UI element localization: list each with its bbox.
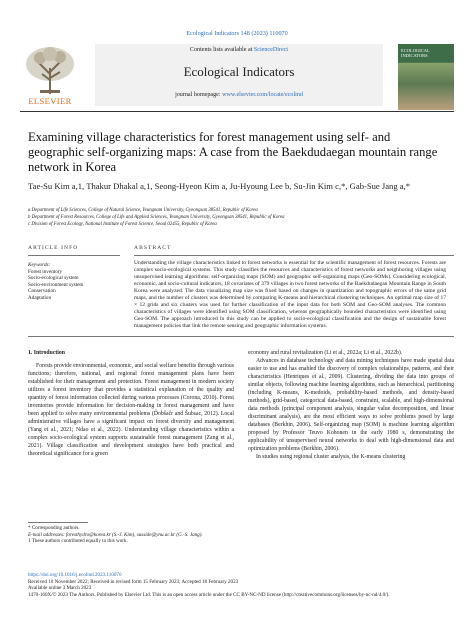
abstract-text: Understanding the village characteristics linked to forest networks is essential for the scientific management of forest resources. Forests are complex socio-ecological systems. This study classifies the resources and characteristics of forest networks and neighboring villages using unsupervised learning algorithms: self-organizing maps (SOM) and geographic self-organizing maps (Geo-SOMs). Considering ecological, economic, and socio-cultural indicators, 18 covariates of 379 villages in two forest networks of the Baekdudaegan Mountain Range in South Korea were analyzed. The data visualizing map size was fixed based on changes in quantization and topographic errors of the same grid maps, and the number of clusters was determined by comparing K-means and hierarchical clustering techniques. An optimal map size of 17 × 12 grids and six clusters was used for further classification of the input data for both SOM and Geo-SOM analyses. The common characteristics of villages were identified using SOM classification, whereas geographically bounded characteristics were identified using Geo-SOM. The approach introduced in this study can be applied to socio-ecological classification and the design of sustainable forest management policies that link the remote sensing and geographic information systems. (134, 260, 446, 329)
received-dates: Received 10 November 2022; Received in revised form 15 February 2023; Accepted 18 February 2023 (28, 578, 239, 585)
homepage-prefix: journal homepage: (175, 92, 223, 98)
equal-contribution-note: 1 These authors contributed equally to this work. (28, 538, 128, 545)
intro-paragraph-continued: economy and rural revitalization (Li et al., 2022a; Li et al., 2022b). (248, 350, 403, 356)
available-online: Available online 3 March 2023 (28, 585, 92, 592)
email-note: E-mail addresses: foresthydro@korea.kr (S.-J. Kim), susside@ynu.ac.kr (G.-S. Jang). (28, 531, 203, 538)
keywords-label: Keywords: (28, 262, 51, 268)
intro-paragraph-1: Forests provide environmental, economic, and social welfare benefits through various functions; therefore, national, and regional forest management plans have been established for their management and protection. Forest management in modern society utilizes a forest inventory that provides a statistical explanation of the quality and quantity of forest information collected during various processes (Corona, 2010). Forest inventories provide information for decision-making in forest management and have been applied to solve many environmental problems (Ďobšačr and Šubsac, 2012). Local administrative villages have a significant impact on forest diversity and management (Yang et al., 2021; Ndao et al., 2022). Understanding village characteristics within a complex socio-ecological system supports sustainable forest management (Zang et al., 2021). Village classification and development strategies have both practical and theoretical significance for a green (28, 363, 234, 457)
intro-paragraph-2: Advances in database technology and data mining techniques have made spatial data easier to use and has enabled the discovery of complex relationships, patterns, and their characteristics (Henriques et al., 2009). Clustering, dividing the data into groups of similar objects, following machine learning algorithms, such as hierarchical, partitioning (including K-means, K-medoids, probability-based methods, and density-based methods), grid-based, categorical data-based, constraint, scalable, and high-dimensional data methods (principal component analysis, singular value decomposition, and linear discriminant analysis), are the most efficient ways to solve problems posed by large databases (Berkhin, 2006). Self-organizing map (SOM) is machine learning algorithm proposed by Professor Teuvo Kohonen in the early 1980 s, demonstrating the applicability of unsupervised neural networks to deal with high-dimensional data and optimization problems (Berkhin, 2006). (248, 358, 454, 452)
affiliation-b: b Department of Forest Resources, College of Life and Applied Sciences, Yeungnam University, Gyeongsan 38541, Republic of Korea (28, 215, 285, 220)
corresponding-note: * Corresponding authors. (28, 525, 80, 531)
section-heading-introduction: 1. Introduction (28, 350, 65, 356)
abstract-bottom-rule (28, 336, 454, 337)
journal-citation[interactable]: Ecological Indicators 148 (2023) 110070 (186, 30, 288, 37)
footnote-rule (28, 522, 88, 523)
article-info-label: ARTICLE INFO (28, 245, 79, 251)
keyword-item: Socio-ecological system (28, 275, 79, 282)
journal-title: Ecological Indicators (183, 64, 295, 79)
homepage-line (95, 92, 383, 98)
contents-prefix: Contents lists available at (189, 47, 254, 53)
copyright-license: 1470-160X/© 2023 The Authors. Published by Elsevier Ltd. This is an open access article under the CC BY-NC-ND license (http://creativecommons.org/licenses/by-nc-nd/4.0/). (28, 591, 390, 598)
sciencedirect-link[interactable]: ScienceDirect (253, 47, 289, 53)
doi-link[interactable]: https://doi.org/10.1016/j.ecolind.2023.110070 (28, 572, 122, 578)
footnotes (28, 525, 454, 545)
cover-title: ECOLOGICAL INDICATORS (401, 48, 430, 58)
body-left-column (28, 349, 234, 458)
affiliation-a: a Department of Life Sciences, College of Natural Science, Yeungnam University, Gyeongsan 38541, Republic of Korea (28, 208, 258, 213)
elsevier-tree-logo (20, 44, 80, 96)
elsevier-wordmark: ELSEVIER (28, 96, 72, 106)
article-title: Examining village characteristics for forest management using self- and geographic self-organizing maps: A case from the Baekdudaegan mountain range network in Korea (28, 130, 438, 174)
keyword-item: Conservation (28, 288, 56, 295)
body-right-column (248, 349, 454, 461)
author-list: Tae-Su Kim a,1, Thakur Dhakal a,1, Seong-Hyeon Kim a, Ju-Hyoung Lee b, Su-Jin Kim c,*, Gab-Sue Jang a,* (28, 181, 411, 191)
keyword-item: Socio-environment system (28, 281, 84, 288)
article-info-rule (28, 255, 120, 256)
keywords-block (28, 262, 120, 302)
intro-paragraph-3: In studies using regional cluster analysis, the K-means clustering (256, 454, 406, 460)
homepage-link[interactable]: www.elsevier.com/locate/ecolind (222, 92, 303, 98)
contents-line (95, 47, 383, 53)
publication-info (28, 572, 458, 598)
header-rule (20, 111, 454, 112)
affiliation-c: c Division of Forest Ecology, National Institute of Forest Science, Seoul 02455, Republic of Korea (28, 222, 217, 227)
keyword-item: Adaptation (28, 294, 52, 301)
abstract-label: ABSTRACT (134, 245, 172, 251)
keyword-item: Forest inventory (28, 268, 63, 275)
abstract-rule (134, 255, 454, 256)
